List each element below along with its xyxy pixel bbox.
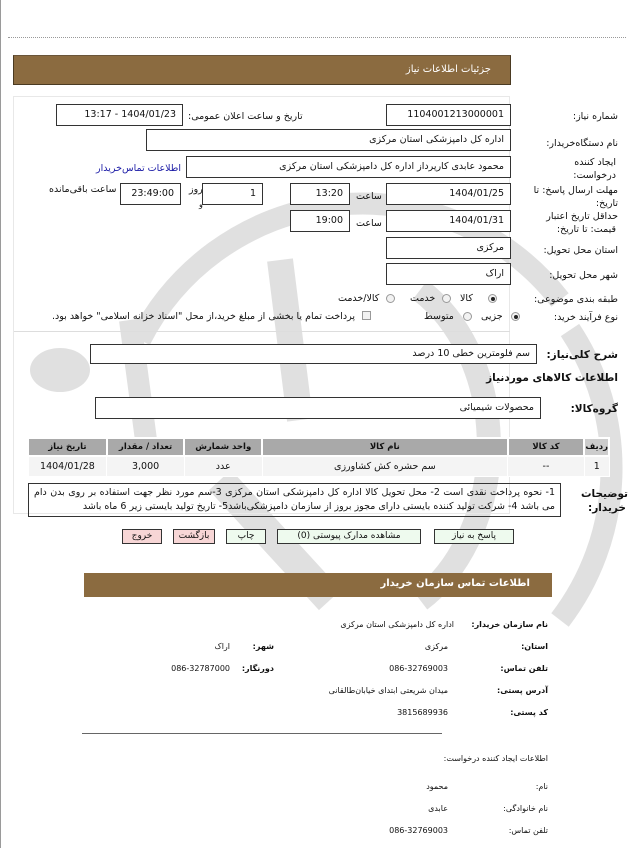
contact-phone-label: تلفن تماس: xyxy=(500,664,548,673)
summary-field: سم فلومترین خطی 10 درصد xyxy=(90,344,537,364)
delivery-city-label: شهر محل تحویل: xyxy=(549,270,618,281)
contact-postal-label: کد پستی: xyxy=(510,708,548,717)
category-label: طبقه بندی موضوعی: xyxy=(533,294,618,305)
treasury-checkbox[interactable] xyxy=(362,311,371,320)
creator-first-name-label: نام: xyxy=(535,782,548,791)
goods-group-label: گروه‌کالا: xyxy=(570,403,618,415)
need-number-field: 1104001213000001 xyxy=(386,104,511,126)
buyer-org-label: نام دستگاه‌خریدار: xyxy=(546,138,618,149)
page-left-border xyxy=(0,0,1,848)
contact-city-value: اراک xyxy=(214,642,230,651)
contact-org-label: نام سازمان خریدار: xyxy=(471,620,548,629)
goods-table xyxy=(27,437,610,477)
deadline-time-field: 13:20 xyxy=(290,183,350,205)
view-attachments-button[interactable]: مشاهده مدارک پیوستی (0) xyxy=(277,529,421,544)
section-header-buyer-contact xyxy=(84,573,552,597)
col-goods-code: کد کالا xyxy=(508,438,585,456)
top-divider xyxy=(8,37,626,38)
goods-table-header xyxy=(28,438,609,456)
deadline-date-field: 1404/01/25 xyxy=(386,183,511,205)
buyer-notes-box: 1- نحوه پرداخت نقدی است 2- محل تحویل کالا اداره کل دامپزشکی استان مرکزی 3-سم مورد نظر جهت استفاده بر روی بدن دام می باشد 4- شرکت تولید کننده بایستی دارای مجوز بروز از سازمان دامپزشکی‌باشد5- تاریخ تولید بایستی زیر 6 ماه باشد xyxy=(28,483,561,517)
days-suffix: و xyxy=(199,200,203,209)
validity-time-label: ساعت xyxy=(356,218,382,229)
validity-time-field: 19:00 xyxy=(290,210,350,232)
creator-last-name-label: نام خانوادگی: xyxy=(503,804,548,813)
announce-label: تاریخ و ساعت اعلان عمومی: xyxy=(188,111,303,122)
table-row xyxy=(28,456,609,476)
contact-org-value: اداره کل دامپزشکی استان مرکزی xyxy=(340,620,454,629)
exit-button[interactable]: خروج xyxy=(122,529,162,544)
buyer-org-field: اداره کل دامپزشکی استان مرکزی xyxy=(146,129,511,151)
cell-quantity: 3,000 xyxy=(107,456,184,476)
deadline-time-label: ساعت xyxy=(356,191,382,202)
announce-datetime-field: 1404/01/23 - 13:17 xyxy=(56,104,183,126)
validity-label-line1: حداقل تاریخ اعتبار xyxy=(546,211,618,222)
deadline-label-line2: تاریخ: xyxy=(595,198,618,209)
col-row-number: ردیف xyxy=(584,438,609,456)
time-remaining-label: ساعت باقی‌مانده xyxy=(49,184,117,195)
category-radio-goods[interactable] xyxy=(488,294,497,303)
creator-last-name-value: عابدی xyxy=(428,804,448,813)
process-radio-minor[interactable] xyxy=(511,312,520,321)
time-remaining-field: 23:49:00 xyxy=(120,183,181,205)
contact-postal-value: 3815689936 xyxy=(397,708,448,717)
goods-group-field: محصولات شیمیائی xyxy=(95,397,541,419)
creator-field: محمود عابدی کارپرداز اداره کل دامپزشکی استان مرکزی xyxy=(186,156,511,178)
contact-city-label: شهر: xyxy=(252,642,274,651)
contact-address-value: میدان شریعتی ابتدای خیابان‌طالقانی xyxy=(328,686,448,695)
category-option-goods: کالا xyxy=(460,293,473,304)
delivery-province-field: مرکزی xyxy=(386,237,511,259)
process-radio-medium[interactable] xyxy=(463,312,472,321)
days-label: روز xyxy=(189,184,203,195)
contact-province-value: مرکزی xyxy=(424,642,448,651)
back-button[interactable]: بازگشت xyxy=(173,529,215,544)
process-label: نوع فرآیند خرید: xyxy=(553,312,618,323)
cell-unit: عدد xyxy=(184,456,262,476)
respond-button[interactable]: پاسخ به نیاز xyxy=(434,529,514,544)
section-title: جزئیات اطلاعات نیاز xyxy=(405,64,491,75)
section-header-need-details xyxy=(13,55,511,85)
col-need-date: تاریخ نیاز xyxy=(28,438,107,456)
process-option-minor: جزیی xyxy=(481,311,503,322)
contact-section-title: اطلاعات تماس سازمان خریدار xyxy=(380,578,530,589)
cell-goods-code: -- xyxy=(508,456,585,476)
validity-date-field: 1404/01/31 xyxy=(386,210,511,232)
print-button[interactable]: چاپ xyxy=(226,529,266,544)
category-option-goods-service: کالا/خدمت xyxy=(338,293,380,304)
creator-label-line2: درخواست: xyxy=(573,170,616,181)
contact-phone-value: 086-32769003 xyxy=(389,664,448,673)
divider xyxy=(14,331,510,332)
col-goods-name: نام کالا xyxy=(262,438,507,456)
notes-label-line2: خریدار: xyxy=(588,502,626,514)
col-unit: واحد شمارش xyxy=(184,438,262,456)
contact-province-label: استان: xyxy=(521,642,548,651)
days-remaining-field: 1 xyxy=(202,183,263,205)
creator-info-title: اطلاعات ایجاد کننده درخواست: xyxy=(443,754,548,763)
col-quantity: تعداد / مقدار xyxy=(107,438,184,456)
validity-label-line2: قیمت: تا تاریخ: xyxy=(556,224,616,235)
cell-need-date: 1404/01/28 xyxy=(28,456,107,476)
process-option-medium: متوسط xyxy=(424,311,454,322)
buyer-contact-link[interactable]: اطلاعات تماس‌خریدار xyxy=(96,163,181,174)
category-option-service: خدمت xyxy=(410,293,436,304)
creator-first-name-value: محمود xyxy=(426,782,448,791)
notes-label-line1: توضیحات xyxy=(580,488,628,500)
delivery-city-field: اراک xyxy=(386,263,511,285)
cell-goods-name: سم حشره کش کشاورزی xyxy=(262,456,507,476)
cell-row-number: 1 xyxy=(584,456,609,476)
creator-label-line1: ایجاد کننده xyxy=(574,157,616,168)
summary-label: شرح کلی‌نیاز: xyxy=(546,349,618,361)
deadline-label-line1: مهلت ارسال پاسخ: تا xyxy=(533,185,618,196)
delivery-province-label: استان محل تحویل: xyxy=(543,245,618,256)
creator-phone-label: تلفن تماس: xyxy=(508,826,548,835)
need-number-label: شماره نیاز: xyxy=(572,111,618,122)
contact-fax-value: 086-32787000 xyxy=(171,664,230,673)
category-radio-service[interactable] xyxy=(442,294,451,303)
treasury-checkbox-label: پرداخت تمام یا بخشی از مبلغ خرید،از محل "اسناد خزانه اسلامی" خواهد بود. xyxy=(52,311,355,322)
contact-fax-label: دورنگار: xyxy=(241,664,274,673)
contact-separator xyxy=(82,733,442,734)
contact-address-label: آدرس پستی: xyxy=(497,686,548,695)
category-radio-goods-service[interactable] xyxy=(386,294,395,303)
creator-phone-value: 086-32769003 xyxy=(389,826,448,835)
goods-info-title: اطلاعات کالاهای موردنیاز xyxy=(486,372,618,384)
